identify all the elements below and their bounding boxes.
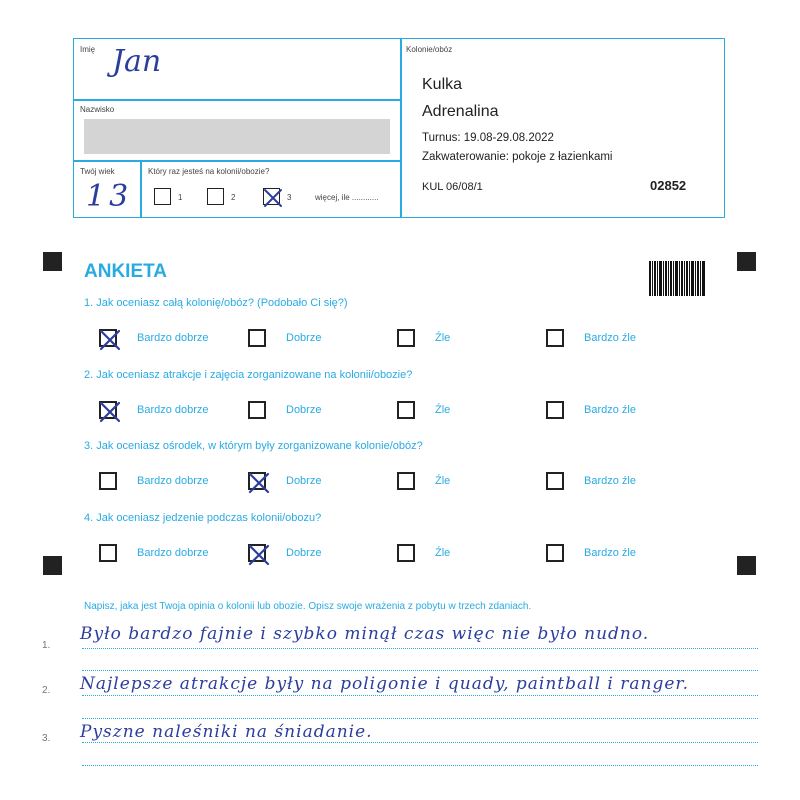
q2-bardzo-dobrze-checkbox[interactable] xyxy=(99,401,117,419)
wiek-value[interactable]: 13 xyxy=(86,179,133,214)
cell-divider xyxy=(140,160,142,217)
question-3-text: 3. Jak oceniasz ośrodek, w którym były zorganizowane kolonie/obóz? xyxy=(84,440,423,452)
writing-line xyxy=(82,742,758,743)
q3-zle-checkbox[interactable] xyxy=(397,472,415,490)
check-x-icon xyxy=(261,186,285,210)
writing-line xyxy=(82,765,758,766)
q2-dobrze-label: Dobrze xyxy=(286,404,322,416)
visit-2-checkbox[interactable] xyxy=(207,188,224,205)
q2-zle-checkbox[interactable] xyxy=(397,401,415,419)
visit-3-label: 3 xyxy=(287,193,292,202)
registration-marker xyxy=(43,252,62,271)
q3-bardzo-zle-label: Bardzo źle xyxy=(584,475,636,487)
q3-dobrze-checkbox[interactable] xyxy=(248,472,266,490)
check-x-icon xyxy=(98,400,122,424)
q4-bardzo-dobrze-label: Bardzo dobrze xyxy=(137,547,209,559)
header-form xyxy=(73,38,725,218)
line-number-1: 1. xyxy=(42,640,51,651)
q2-bardzo-dobrze-label: Bardzo dobrze xyxy=(137,404,209,416)
registration-marker xyxy=(737,556,756,575)
registration-marker xyxy=(43,556,62,575)
survey-title: ANKIETA xyxy=(84,261,168,282)
line-number-2: 2. xyxy=(42,685,51,696)
q2-bardzo-zle-checkbox[interactable] xyxy=(546,401,564,419)
turnus: Turnus: 19.08-29.08.2022 xyxy=(422,132,554,144)
kolonie-label: Kolonie/obóz xyxy=(406,45,453,54)
visit-3-checkbox[interactable] xyxy=(263,188,280,205)
redacted-surname xyxy=(84,119,390,154)
q2-zle-label: Źle xyxy=(435,404,451,416)
opinion-line-2[interactable]: Najlepsze atrakcje były na poligonie i quady, paintball i ranger. xyxy=(80,674,690,694)
header-divider xyxy=(400,39,402,217)
form-number: 02852 xyxy=(650,178,687,193)
opinion-line-1[interactable]: Było bardzo fajnie i szybko minął czas więc nie było nudno. xyxy=(80,624,650,644)
camp-code: KUL 06/08/1 xyxy=(422,181,483,193)
q3-bardzo-dobrze-checkbox[interactable] xyxy=(99,472,117,490)
q4-bardzo-dobrze-checkbox[interactable] xyxy=(99,544,117,562)
visit-more-label: więcej, ile ............ xyxy=(315,193,379,202)
q1-bardzo-zle-label: Bardzo źle xyxy=(584,332,636,344)
registration-marker xyxy=(737,252,756,271)
visit-1-checkbox[interactable] xyxy=(154,188,171,205)
q3-bardzo-dobrze-label: Bardzo dobrze xyxy=(137,475,209,487)
q1-bardzo-dobrze-checkbox[interactable] xyxy=(99,329,117,347)
q1-bardzo-zle-checkbox[interactable] xyxy=(546,329,564,347)
q1-dobrze-checkbox[interactable] xyxy=(248,329,266,347)
q1-zle-label: Źle xyxy=(435,332,451,344)
writing-line xyxy=(82,695,758,696)
question-1-text: 1. Jak oceniasz całą kolonię/obóz? (Podobało Ci się?) xyxy=(84,297,348,309)
check-x-icon xyxy=(247,471,271,495)
writing-line xyxy=(82,718,758,719)
q4-bardzo-zle-checkbox[interactable] xyxy=(546,544,564,562)
check-x-icon xyxy=(247,543,271,567)
q3-dobrze-label: Dobrze xyxy=(286,475,322,487)
line-number-3: 3. xyxy=(42,733,51,744)
writing-line xyxy=(82,648,758,649)
visit-2-label: 2 xyxy=(231,193,236,202)
nazwisko-label: Nazwisko xyxy=(80,105,115,114)
camp-name-1: Kulka xyxy=(422,76,463,93)
check-x-icon xyxy=(98,328,122,352)
q1-zle-checkbox[interactable] xyxy=(397,329,415,347)
wiek-label: Twój wiek xyxy=(80,167,115,176)
imie-label: Imię xyxy=(80,45,96,54)
opinion-prompt: Napisz, jaka jest Twoja opinia o kolonii lub obozie. Opisz swoje wrażenia z pobytu w trzech zdaniach. xyxy=(84,601,532,612)
q3-zle-label: Źle xyxy=(435,475,451,487)
q1-dobrze-label: Dobrze xyxy=(286,332,322,344)
barcode-icon xyxy=(649,261,705,296)
row-divider xyxy=(74,99,400,101)
q3-bardzo-zle-checkbox[interactable] xyxy=(546,472,564,490)
writing-line xyxy=(82,670,758,671)
ktory-raz-label: Który raz jesteś na kolonii/obozie? xyxy=(148,167,270,176)
q4-dobrze-label: Dobrze xyxy=(286,547,322,559)
visit-1-label: 1 xyxy=(178,193,183,202)
q4-zle-label: Źle xyxy=(435,547,451,559)
question-4-text: 4. Jak oceniasz jedzenie podczas kolonii/obozu? xyxy=(84,512,322,524)
q4-bardzo-zle-label: Bardzo źle xyxy=(584,547,636,559)
imie-value[interactable]: Jan xyxy=(112,44,162,79)
q4-dobrze-checkbox[interactable] xyxy=(248,544,266,562)
opinion-line-3[interactable]: Pyszne naleśniki na śniadanie. xyxy=(80,722,373,742)
camp-name-2: Adrenalina xyxy=(422,103,499,120)
q1-bardzo-dobrze-label: Bardzo dobrze xyxy=(137,332,209,344)
q2-dobrze-checkbox[interactable] xyxy=(248,401,266,419)
q4-zle-checkbox[interactable] xyxy=(397,544,415,562)
row-divider xyxy=(74,160,400,162)
q2-bardzo-zle-label: Bardzo źle xyxy=(584,404,636,416)
zakwaterowanie: Zakwaterowanie: pokoje z łazienkami xyxy=(422,151,613,163)
question-2-text: 2. Jak oceniasz atrakcje i zajęcia zorganizowane na kolonii/obozie? xyxy=(84,369,413,381)
